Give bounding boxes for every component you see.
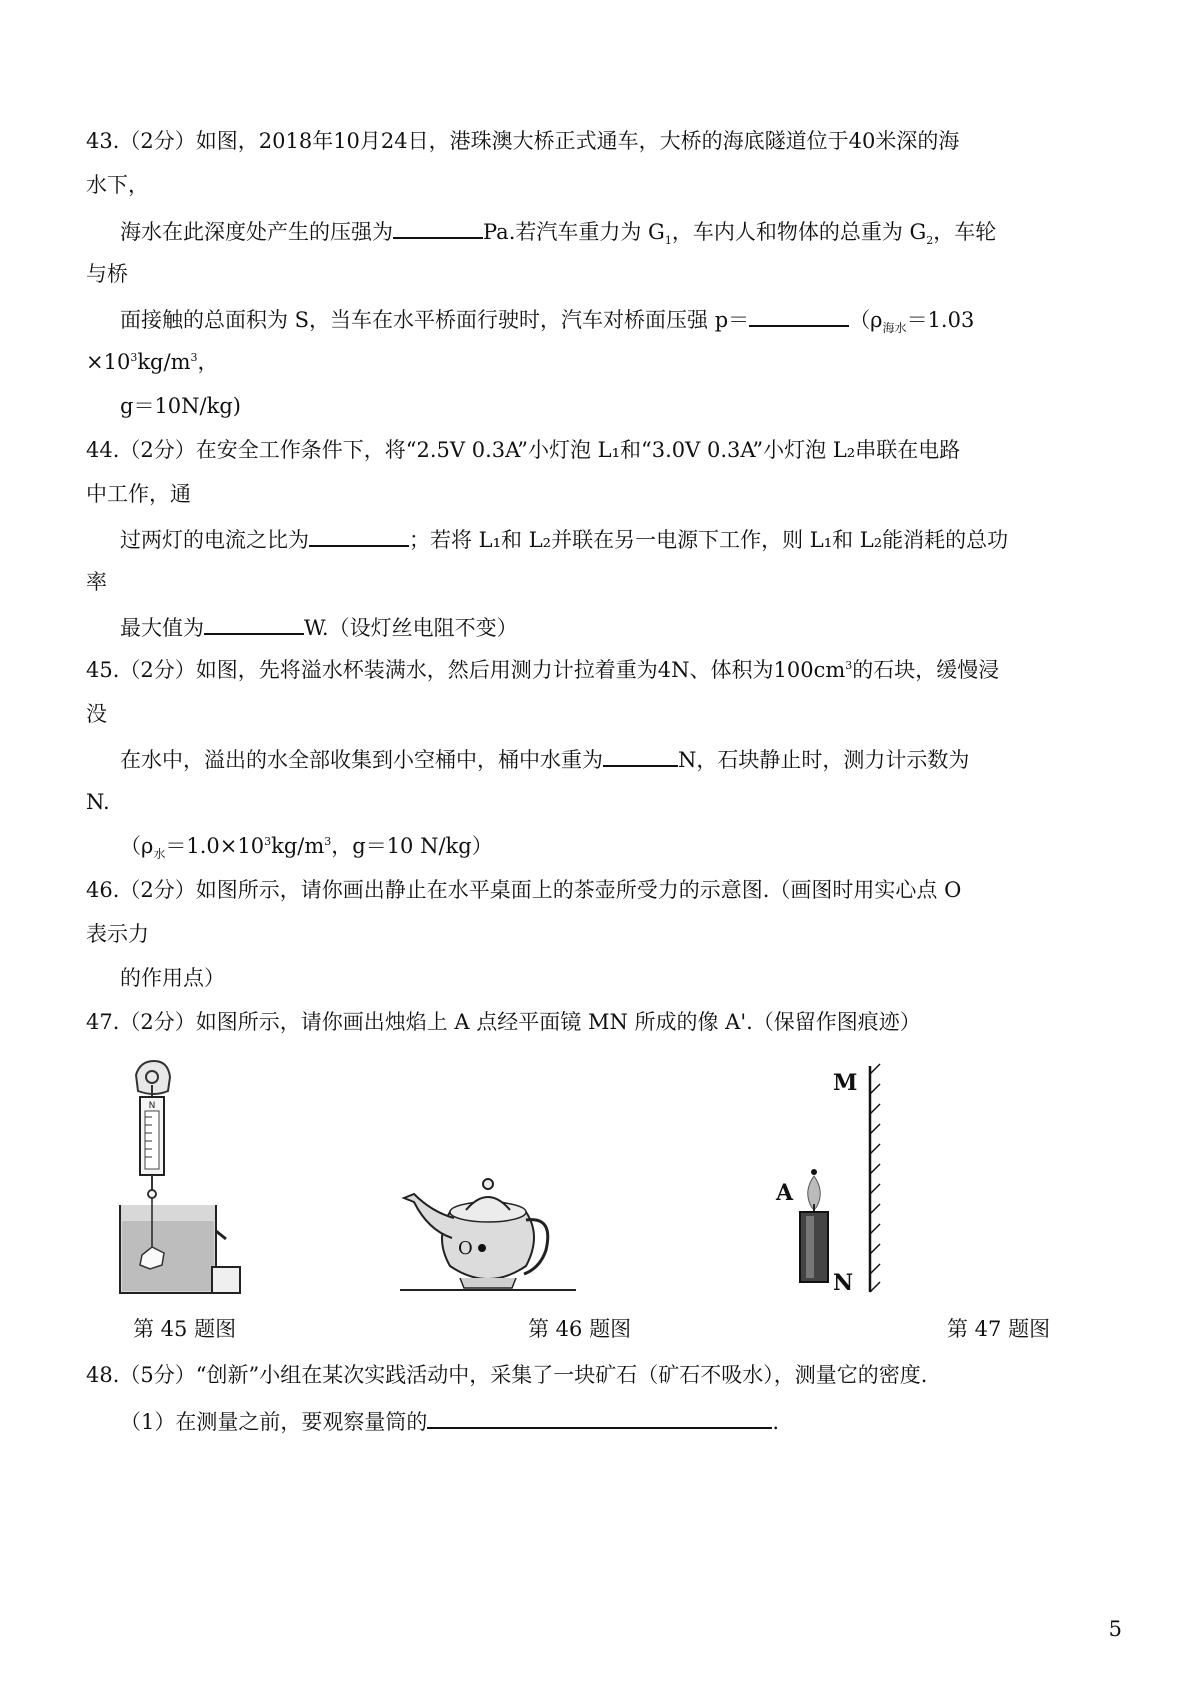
q43-text: （ρ bbox=[849, 308, 883, 332]
q45-line-1 bbox=[86, 655, 999, 685]
q43-line-2: 水下， bbox=[86, 173, 149, 197]
q45-text: 的石块，缓慢浸 bbox=[852, 658, 1000, 682]
q48-text: （1）在测量之前，要观察量筒的 bbox=[120, 1410, 428, 1434]
mirror-label-m: M bbox=[833, 1070, 858, 1096]
q45-line-3 bbox=[120, 743, 969, 775]
q45-text: （ρ bbox=[120, 834, 154, 858]
q43-line-5 bbox=[120, 303, 974, 335]
q43-text: ＝1.03 bbox=[906, 308, 975, 332]
caption-figure-46: 第 46 题图 bbox=[528, 1317, 632, 1341]
q45-text: N，石块静止时，测力计示数为 bbox=[678, 748, 970, 772]
q44-text: 最大值为 bbox=[120, 616, 204, 640]
caption-figure-45: 第 45 题图 bbox=[133, 1317, 237, 1341]
q43-line-1: 43.（2分）如图，2018年10月24日，港珠澳大桥正式通车，大桥的海底隧道位于40米深的海 bbox=[86, 129, 960, 153]
q43-text: 海水在此深度处产生的压强为 bbox=[120, 220, 393, 244]
figure-47-candle-mirror bbox=[770, 1060, 950, 1300]
q45-line-5 bbox=[120, 831, 493, 861]
q45-text: ＝1.0×10 bbox=[165, 834, 265, 858]
q45-line-2: 没 bbox=[86, 702, 107, 726]
q48-text: . bbox=[772, 1410, 780, 1434]
superscript: 3 bbox=[324, 835, 332, 848]
subscript: 海水 bbox=[882, 321, 907, 336]
q45-text: ，g＝10 N/kg） bbox=[331, 834, 493, 858]
subscript: 水 bbox=[153, 847, 166, 862]
q44-text: 过两灯的电流之比为 bbox=[120, 528, 309, 552]
mirror-hatching bbox=[870, 1064, 880, 1292]
meter-unit-label: N bbox=[148, 1101, 156, 1111]
q43-line-3 bbox=[120, 215, 996, 247]
q44-line-2: 中工作，通 bbox=[86, 482, 191, 506]
q43-text: Pa.若汽车重力为 G bbox=[483, 220, 665, 244]
mirror-label-n: N bbox=[833, 1270, 854, 1296]
caption-figure-47: 第 47 题图 bbox=[947, 1317, 1051, 1341]
candle-point-label: A bbox=[776, 1180, 794, 1206]
q43-text: 面接触的总面积为 S，当车在水平桥面行驶时，汽车对桥面压强 p＝ bbox=[120, 308, 750, 332]
subscript: 2 bbox=[926, 234, 934, 248]
q48-blank-cylinder[interactable] bbox=[427, 1405, 772, 1429]
q45-text: 45.（2分）如图，先将溢水杯装满水，然后用测力计拉着重为4N、体积为100cm bbox=[86, 658, 846, 682]
q43-line-7: g＝10N/kg) bbox=[120, 394, 241, 418]
q45-text: kg/m bbox=[271, 834, 325, 858]
q45-line-4: N. bbox=[86, 790, 110, 814]
q46-line-3: 的作用点） bbox=[120, 966, 225, 990]
q44-line-4: 率 bbox=[86, 570, 107, 594]
q45-text: 在水中，溢出的水全部收集到小空桶中，桶中水重为 bbox=[120, 748, 603, 772]
q46-line-2: 表示力 bbox=[86, 922, 149, 946]
q48-line-1: 48.（5分）“创新”小组在某次实践活动中，采集了一块矿石（矿石不吸水），测量它的密度. bbox=[86, 1363, 928, 1387]
q43-line-6 bbox=[86, 347, 218, 377]
superscript: 3 bbox=[264, 835, 272, 848]
superscript: 3 bbox=[845, 659, 853, 672]
q44-blank-ratio[interactable] bbox=[309, 523, 409, 547]
q44-line-5 bbox=[120, 611, 518, 643]
q43-line-4: 与桥 bbox=[86, 262, 128, 286]
teapot-point-label: O bbox=[458, 1238, 473, 1259]
q44-line-1: 44.（2分）在安全工作条件下，将“2.5V 0.3A”小灯泡 L₁和“3.0V 0.3A”小灯泡 L₂串联在电路 bbox=[86, 438, 961, 462]
q43-blank-pressure[interactable] bbox=[393, 215, 483, 239]
q46-line-1: 46.（2分）如图所示，请你画出静止在水平桌面上的茶壶所受力的示意图.（画图时用实心点 O bbox=[86, 878, 962, 902]
q44-line-3 bbox=[120, 523, 1008, 555]
subscript: 1 bbox=[664, 234, 672, 248]
q44-blank-power[interactable] bbox=[204, 611, 304, 635]
q43-blank-formula[interactable] bbox=[749, 303, 849, 327]
q48-line-2 bbox=[120, 1405, 779, 1437]
superscript: 3 bbox=[190, 351, 198, 364]
q43-text: kg/m bbox=[137, 350, 191, 374]
q44-text: W.（设灯丝电阻不变） bbox=[304, 616, 518, 640]
figure-45-spring-scale bbox=[118, 1055, 248, 1305]
teapot-action-point bbox=[478, 1244, 486, 1252]
q44-text: ；若将 L₁和 L₂并联在另一电源下工作，则 L₁和 L₂能消耗的总功 bbox=[409, 528, 1009, 552]
superscript: 3 bbox=[130, 351, 138, 364]
flame-point-a bbox=[811, 1169, 817, 1175]
q45-blank-water-weight[interactable] bbox=[603, 743, 678, 767]
q43-text: ，车内人和物体的总重为 G bbox=[671, 220, 927, 244]
figure-46-teapot bbox=[398, 1150, 578, 1300]
page-number: 5 bbox=[1108, 1617, 1122, 1641]
q47-line-1: 47.（2分）如图所示，请你画出烛焰上 A 点经平面镜 MN 所成的像 A'.（保留作图痕迹） bbox=[86, 1010, 921, 1034]
q43-text: ， bbox=[197, 350, 219, 374]
q43-text: ×10 bbox=[86, 350, 131, 374]
q43-text: ，车轮 bbox=[933, 220, 997, 244]
